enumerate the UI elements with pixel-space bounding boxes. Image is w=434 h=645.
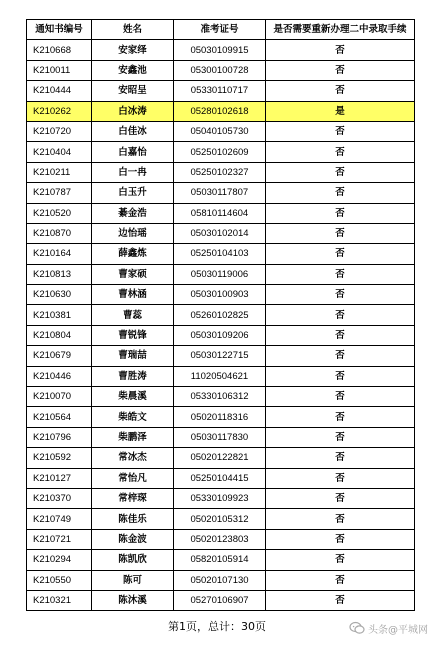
cell-exam-number: 05330109923 [174, 488, 266, 508]
cell-reapply-flag: 否 [266, 570, 415, 590]
table-row [27, 244, 415, 264]
cell-reapply-flag: 否 [266, 346, 415, 366]
cell-reapply-flag: 否 [266, 223, 415, 243]
cell-name: 常怡凡 [92, 468, 174, 488]
table-row [27, 203, 415, 223]
cell-exam-number: 05030119006 [174, 264, 266, 284]
cell-name: 曹蕊 [92, 305, 174, 325]
cell-name: 綦金浩 [92, 203, 174, 223]
cell-name: 白冰涛 [92, 101, 174, 121]
cell-exam-number: 05300100728 [174, 60, 266, 80]
cell-reapply-flag: 否 [266, 427, 415, 447]
table-row [27, 387, 415, 407]
admission-roster-table [26, 19, 415, 611]
cell-notice-number: K210804 [27, 325, 92, 345]
cell-exam-number: 05030122715 [174, 346, 266, 366]
cell-name: 陈沐溪 [92, 590, 174, 610]
cell-name: 白玉升 [92, 183, 174, 203]
cell-exam-number: 05250102609 [174, 142, 266, 162]
cell-notice-number: K210164 [27, 244, 92, 264]
cell-reapply-flag: 否 [266, 550, 415, 570]
cell-notice-number: K210668 [27, 40, 92, 60]
cell-exam-number: 05250102327 [174, 162, 266, 182]
cell-notice-number: K210813 [27, 264, 92, 284]
cell-exam-number: 05250104103 [174, 244, 266, 264]
cell-name: 安家绎 [92, 40, 174, 60]
table-row [27, 590, 415, 610]
cell-name: 曹锐锋 [92, 325, 174, 345]
cell-exam-number: 05330110717 [174, 81, 266, 101]
cell-notice-number: K210446 [27, 366, 92, 386]
cell-name: 柴晨溪 [92, 387, 174, 407]
cell-notice-number: K210370 [27, 488, 92, 508]
cell-notice-number: K210127 [27, 468, 92, 488]
cell-notice-number: K210262 [27, 101, 92, 121]
cell-exam-number: 05030100903 [174, 285, 266, 305]
table-row [27, 448, 415, 468]
cell-notice-number: K210720 [27, 121, 92, 141]
cell-exam-number: 11020504621 [174, 366, 266, 386]
watermark [349, 619, 428, 637]
table-row [27, 285, 415, 305]
cell-name: 曹瑞喆 [92, 346, 174, 366]
cell-reapply-flag: 否 [266, 529, 415, 549]
cell-name: 安鑫池 [92, 60, 174, 80]
cell-reapply-flag: 否 [266, 509, 415, 529]
watermark-text: 头条@平城网 [368, 624, 428, 636]
cell-exam-number: 05020107130 [174, 570, 266, 590]
cell-reapply-flag: 否 [266, 203, 415, 223]
cell-notice-number: K210444 [27, 81, 92, 101]
cell-reapply-flag: 否 [266, 305, 415, 325]
cell-reapply-flag: 是 [266, 101, 415, 121]
cell-notice-number: K210787 [27, 183, 92, 203]
cell-exam-number: 05250104415 [174, 468, 266, 488]
cell-exam-number: 05020123803 [174, 529, 266, 549]
cell-name: 柴鹏泽 [92, 427, 174, 447]
cell-name: 陈佳乐 [92, 509, 174, 529]
header-exam-number: 准考证号 [174, 20, 266, 40]
cell-reapply-flag: 否 [266, 60, 415, 80]
cell-name: 常冰杰 [92, 448, 174, 468]
cell-name: 曹林涵 [92, 285, 174, 305]
cell-exam-number: 05030109915 [174, 40, 266, 60]
cell-exam-number: 05030109206 [174, 325, 266, 345]
cell-exam-number: 05280102618 [174, 101, 266, 121]
table-row [27, 264, 415, 284]
cell-exam-number: 05260102825 [174, 305, 266, 325]
cell-exam-number: 05820105914 [174, 550, 266, 570]
cell-name: 曹胜涛 [92, 366, 174, 386]
table-row [27, 509, 415, 529]
cell-name: 白佳冰 [92, 121, 174, 141]
cell-notice-number: K210870 [27, 223, 92, 243]
cell-exam-number: 05020122821 [174, 448, 266, 468]
table-row [27, 366, 415, 386]
cell-reapply-flag: 否 [266, 448, 415, 468]
cell-reapply-flag: 否 [266, 183, 415, 203]
table-row [27, 223, 415, 243]
cell-notice-number: K210796 [27, 427, 92, 447]
cell-name: 常梓琛 [92, 488, 174, 508]
cell-notice-number: K210749 [27, 509, 92, 529]
cell-reapply-flag: 否 [266, 40, 415, 60]
cell-name: 薛鑫炼 [92, 244, 174, 264]
chat-bubble-icon [349, 620, 365, 636]
page-count-text: 第1页，总计：30页 [168, 620, 266, 633]
cell-exam-number: 05270106907 [174, 590, 266, 610]
cell-reapply-flag: 否 [266, 407, 415, 427]
cell-exam-number: 05810114604 [174, 203, 266, 223]
cell-name: 陈金波 [92, 529, 174, 549]
table-row [27, 121, 415, 141]
table-row [27, 570, 415, 590]
cell-name: 白嘉怡 [92, 142, 174, 162]
cell-reapply-flag: 否 [266, 488, 415, 508]
cell-notice-number: K210211 [27, 162, 92, 182]
cell-name: 陈可 [92, 570, 174, 590]
table-row [27, 550, 415, 570]
cell-exam-number: 05040105730 [174, 121, 266, 141]
table-row [27, 81, 415, 101]
table-row [27, 305, 415, 325]
cell-exam-number: 05030117830 [174, 427, 266, 447]
cell-notice-number: K210630 [27, 285, 92, 305]
table-row [27, 40, 415, 60]
table-row [27, 407, 415, 427]
cell-exam-number: 05030102014 [174, 223, 266, 243]
cell-name: 陈凯欣 [92, 550, 174, 570]
cell-reapply-flag: 否 [266, 387, 415, 407]
cell-reapply-flag: 否 [266, 325, 415, 345]
cell-notice-number: K210321 [27, 590, 92, 610]
cell-notice-number: K210564 [27, 407, 92, 427]
table-header-row [27, 20, 415, 40]
table-row [27, 346, 415, 366]
cell-name: 柴皓文 [92, 407, 174, 427]
cell-exam-number: 05020105312 [174, 509, 266, 529]
cell-reapply-flag: 否 [266, 285, 415, 305]
cell-reapply-flag: 否 [266, 244, 415, 264]
cell-name: 安昭呈 [92, 81, 174, 101]
cell-notice-number: K210381 [27, 305, 92, 325]
cell-notice-number: K210592 [27, 448, 92, 468]
cell-reapply-flag: 否 [266, 121, 415, 141]
cell-reapply-flag: 否 [266, 142, 415, 162]
cell-reapply-flag: 否 [266, 590, 415, 610]
admission-roster-sheet [26, 19, 414, 611]
cell-name: 白一冉 [92, 162, 174, 182]
cell-reapply-flag: 否 [266, 162, 415, 182]
cell-exam-number: 05030117807 [174, 183, 266, 203]
cell-notice-number: K210070 [27, 387, 92, 407]
cell-reapply-flag: 否 [266, 81, 415, 101]
cell-notice-number: K210721 [27, 529, 92, 549]
table-row [27, 529, 415, 549]
table-body [27, 40, 415, 611]
cell-notice-number: K210404 [27, 142, 92, 162]
table-row [27, 142, 415, 162]
cell-exam-number: 05020118316 [174, 407, 266, 427]
table-row [27, 101, 415, 121]
cell-notice-number: K210679 [27, 346, 92, 366]
table-row [27, 488, 415, 508]
cell-notice-number: K210011 [27, 60, 92, 80]
table-row [27, 468, 415, 488]
header-notice-number: 通知书编号 [27, 20, 92, 40]
cell-reapply-flag: 否 [266, 366, 415, 386]
table-row [27, 427, 415, 447]
cell-name: 曹家硕 [92, 264, 174, 284]
cell-notice-number: K210550 [27, 570, 92, 590]
cell-reapply-flag: 否 [266, 468, 415, 488]
table-row [27, 162, 415, 182]
cell-reapply-flag: 否 [266, 264, 415, 284]
table-row [27, 325, 415, 345]
cell-exam-number: 05330106312 [174, 387, 266, 407]
cell-name: 边怡瑶 [92, 223, 174, 243]
header-name: 姓名 [92, 20, 174, 40]
table-row [27, 60, 415, 80]
table-row [27, 183, 415, 203]
cell-notice-number: K210520 [27, 203, 92, 223]
header-reapply-flag: 是否需要重新办理二中录取手续 [266, 20, 415, 40]
cell-notice-number: K210294 [27, 550, 92, 570]
